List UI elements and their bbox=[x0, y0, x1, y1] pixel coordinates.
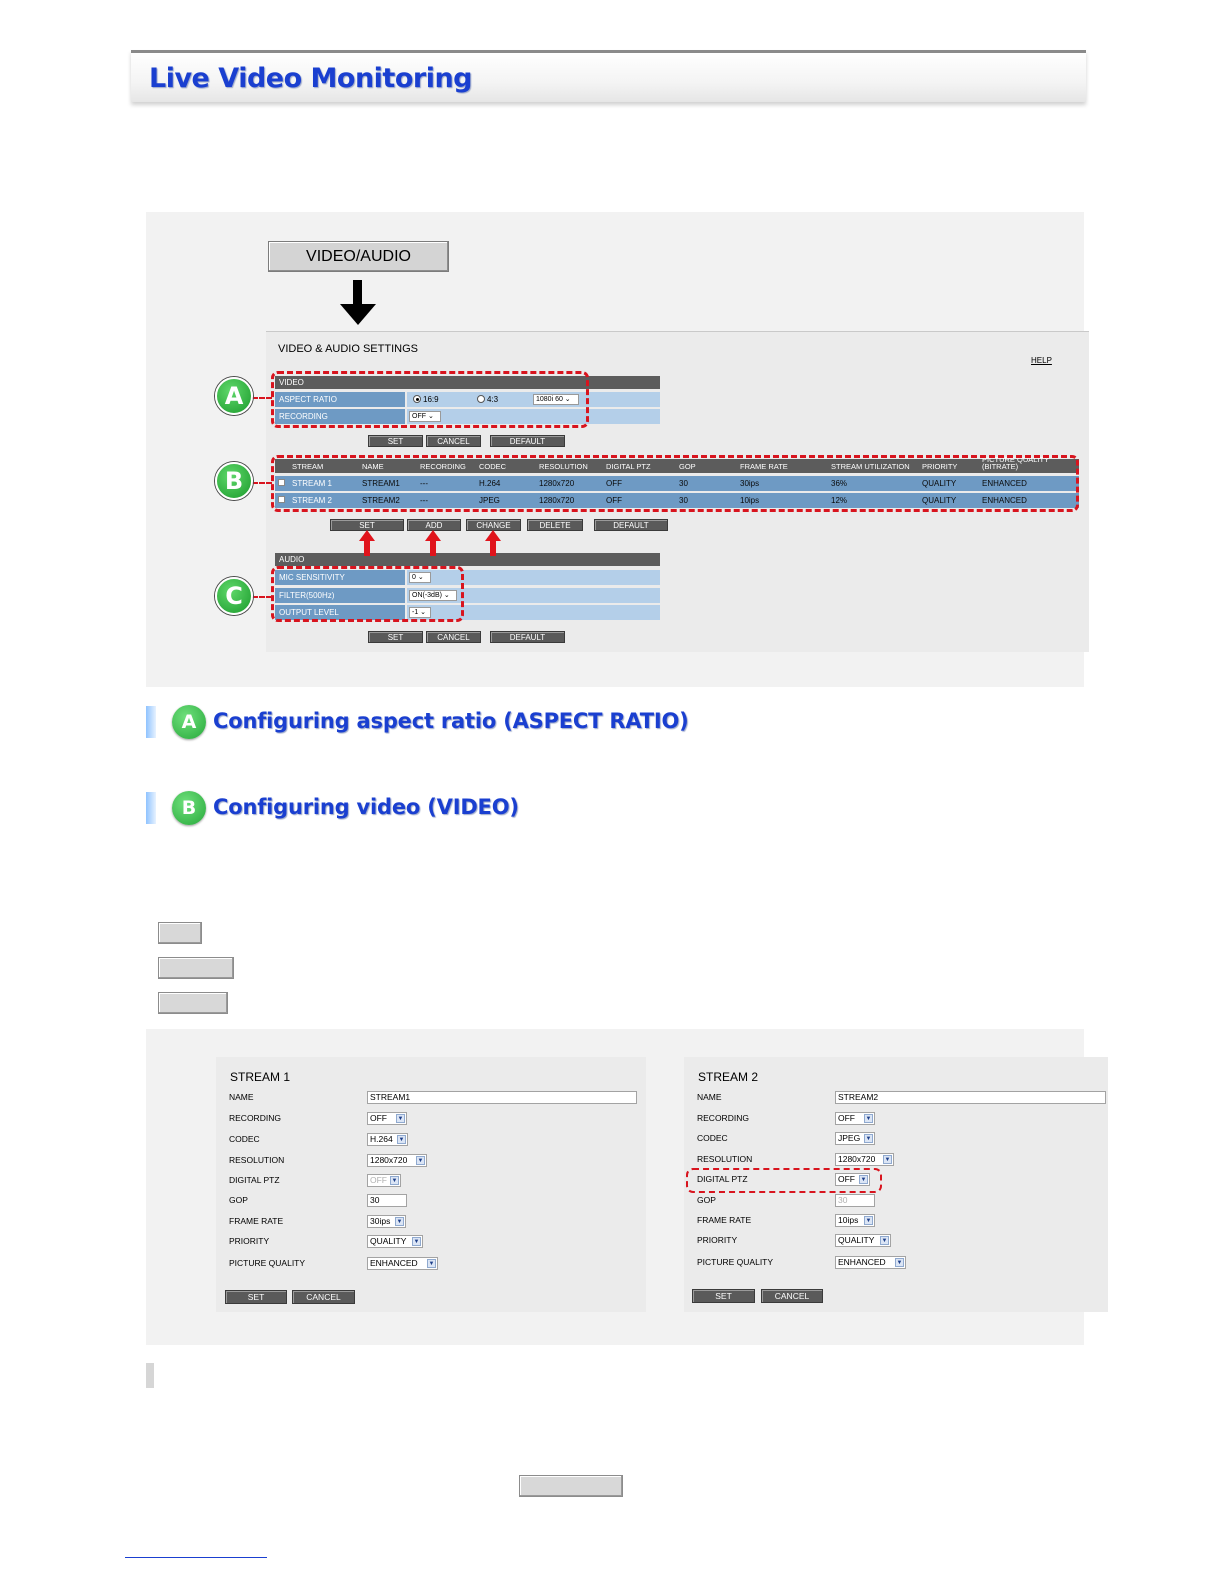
col-codec: CODEC bbox=[479, 462, 507, 471]
cell: STREAM2 bbox=[362, 496, 400, 505]
col-gop: GOP bbox=[679, 462, 696, 471]
section-b-stripe bbox=[146, 792, 156, 824]
video-section-header: VIDEO bbox=[275, 376, 660, 389]
field-label: FRAME RATE bbox=[697, 1215, 752, 1225]
stream-2-form bbox=[684, 1057, 1108, 1312]
chevron-down-icon: ▼ bbox=[397, 1116, 404, 1122]
aspect-ratio-label: ASPECT RATIO bbox=[275, 392, 405, 407]
red-arrow-up-icon bbox=[485, 530, 501, 556]
col-frame-rate: FRAME RATE bbox=[740, 462, 788, 471]
resolution-select[interactable]: 1280x720 ▼ bbox=[367, 1154, 427, 1167]
audio-set-button[interactable]: SET bbox=[368, 631, 423, 643]
col-recording: RECORDING bbox=[420, 462, 466, 471]
video-cancel-button[interactable]: CANCEL bbox=[426, 435, 481, 447]
col-resolution: RESOLUTION bbox=[539, 462, 588, 471]
stream-set-button[interactable]: SET bbox=[330, 519, 404, 531]
gop-input[interactable]: 30 bbox=[835, 1194, 875, 1207]
field-label: NAME bbox=[697, 1092, 722, 1102]
marker-c: C bbox=[215, 577, 253, 615]
red-arrow-up-icon bbox=[359, 530, 375, 556]
frame-rate-select[interactable]: 10ips ▼ bbox=[835, 1214, 875, 1227]
stream-delete-button[interactable]: DELETE bbox=[527, 519, 583, 531]
video-set-button[interactable]: SET bbox=[368, 435, 423, 447]
audio-cancel-button[interactable]: CANCEL bbox=[426, 631, 481, 643]
chevron-down-icon: ▼ bbox=[398, 1137, 405, 1143]
bottom-link-underline[interactable] bbox=[125, 1557, 267, 1558]
cell: JPEG bbox=[479, 496, 500, 505]
title-banner bbox=[131, 50, 1086, 102]
inline-button-ref-3 bbox=[158, 992, 228, 1014]
connector-a bbox=[252, 397, 272, 399]
cell: 1280x720 bbox=[539, 479, 575, 488]
field-label: DIGITAL PTZ bbox=[229, 1175, 280, 1185]
stream-2-title: STREAM 2 bbox=[698, 1070, 759, 1084]
highlight-box-c bbox=[271, 566, 464, 622]
name-input[interactable]: STREAM1 bbox=[367, 1091, 637, 1104]
chevron-down-icon: ▼ bbox=[417, 1158, 424, 1164]
cell: 36% bbox=[831, 479, 848, 488]
inline-button-ref-2 bbox=[158, 957, 234, 979]
chevron-down-icon: ▼ bbox=[865, 1136, 872, 1142]
connector-c bbox=[252, 596, 272, 598]
cell: OFF bbox=[606, 496, 622, 505]
chevron-down-icon: ▼ bbox=[865, 1218, 872, 1224]
resolution-select[interactable]: 1280x720 ▼ bbox=[835, 1153, 894, 1166]
note-stripe bbox=[146, 1363, 154, 1388]
filter-label: FILTER(500Hz) bbox=[275, 588, 405, 603]
field-label: DIGITAL PTZ bbox=[697, 1174, 748, 1184]
output-level-label: OUTPUT LEVEL bbox=[275, 605, 405, 620]
col-picture-quality: PICTURE QUALITY (BITRATE) bbox=[982, 455, 1049, 471]
section-b-heading: Configuring video (VIDEO) bbox=[213, 795, 519, 819]
filter-select[interactable]: ON(-3dB) ⌄ bbox=[409, 590, 457, 601]
red-arrow-up-icon bbox=[425, 530, 441, 556]
cell: STREAM 1 bbox=[292, 479, 333, 488]
stream-default-button[interactable]: DEFAULT bbox=[594, 519, 668, 531]
cell: QUALITY bbox=[922, 496, 957, 505]
section-a-heading: Configuring aspect ratio (ASPECT RATIO) bbox=[213, 709, 689, 733]
chevron-down-icon: ▼ bbox=[881, 1238, 888, 1244]
cell: ENHANCED bbox=[982, 479, 1027, 488]
chevron-down-icon: ▼ bbox=[396, 1219, 403, 1225]
stream-2-cancel-button[interactable]: CANCEL bbox=[761, 1289, 823, 1303]
inline-button-ref-4 bbox=[519, 1475, 623, 1497]
cell: 30 bbox=[679, 496, 688, 505]
digital-ptz-select[interactable]: OFF ▼ bbox=[835, 1173, 870, 1186]
stream-1-form bbox=[216, 1057, 646, 1312]
stream-add-button[interactable]: ADD bbox=[407, 519, 461, 531]
codec-select[interactable]: JPEG ▼ bbox=[835, 1132, 875, 1145]
audio-section-header: AUDIO bbox=[275, 553, 660, 566]
video-audio-button[interactable]: VIDEO/AUDIO bbox=[268, 241, 449, 272]
mic-sensitivity-label: MIC SENSITIVITY bbox=[275, 570, 405, 585]
settings-title: VIDEO & AUDIO SETTINGS bbox=[278, 343, 418, 355]
recording-select[interactable]: OFF ▼ bbox=[835, 1112, 875, 1125]
cell: --- bbox=[420, 479, 428, 488]
help-link[interactable]: HELP bbox=[1031, 356, 1052, 365]
field-label: PRIORITY bbox=[697, 1235, 738, 1245]
chevron-down-icon: ▼ bbox=[391, 1178, 398, 1184]
field-label: CODEC bbox=[697, 1133, 728, 1143]
stream-1-title: STREAM 1 bbox=[230, 1070, 291, 1084]
picture-quality-select[interactable]: ENHANCED ▼ bbox=[835, 1256, 906, 1269]
digital-ptz-highlight bbox=[686, 1168, 882, 1193]
cell: 1280x720 bbox=[539, 496, 575, 505]
stream-change-button[interactable]: CHANGE bbox=[466, 519, 521, 531]
chevron-down-icon: ▼ bbox=[896, 1260, 903, 1266]
mic-sensitivity-select[interactable]: 0 ⌄ bbox=[409, 572, 431, 583]
gop-input[interactable]: 30 bbox=[367, 1194, 407, 1207]
field-label: FRAME RATE bbox=[229, 1216, 284, 1226]
chevron-down-icon: ▼ bbox=[884, 1157, 891, 1163]
aspect-opt-4-3: 4:3 bbox=[487, 395, 499, 404]
field-label: NAME bbox=[229, 1092, 254, 1102]
chevron-down-icon: ▼ bbox=[428, 1261, 435, 1267]
cell: STREAM 2 bbox=[292, 496, 333, 505]
cell: STREAM1 bbox=[362, 479, 400, 488]
chevron-down-icon: ▼ bbox=[865, 1116, 872, 1122]
recording-select[interactable]: OFF ▼ bbox=[367, 1112, 407, 1125]
highlight-box-a bbox=[271, 371, 589, 428]
field-label: PRIORITY bbox=[229, 1236, 270, 1246]
stream-2-set-button[interactable]: SET bbox=[692, 1289, 755, 1303]
col-stream-utilization: STREAM UTILIZATION bbox=[831, 462, 910, 471]
highlight-box-b bbox=[271, 455, 1079, 512]
col-priority: PRIORITY bbox=[922, 462, 958, 471]
chevron-down-icon: ▼ bbox=[413, 1239, 420, 1245]
recording-label: RECORDING bbox=[275, 409, 405, 424]
col-name: NAME bbox=[362, 462, 384, 471]
cell: --- bbox=[420, 496, 428, 505]
field-label: CODEC bbox=[229, 1134, 260, 1144]
cell: ENHANCED bbox=[982, 496, 1027, 505]
recording-select[interactable]: OFF ⌄ bbox=[409, 411, 441, 422]
cell: 10ips bbox=[740, 496, 760, 505]
field-label: PICTURE QUALITY bbox=[229, 1258, 306, 1268]
col-stream: STREAM bbox=[292, 462, 324, 471]
priority-select[interactable]: QUALITY ▼ bbox=[835, 1234, 891, 1247]
connector-b bbox=[252, 482, 272, 484]
field-label: RECORDING bbox=[697, 1113, 749, 1123]
aspect-opt-16-9: 16:9 bbox=[423, 395, 439, 404]
frame-rate-select[interactable]: 30ips ▼ bbox=[367, 1215, 406, 1228]
codec-select[interactable]: H.264 ▼ bbox=[367, 1133, 408, 1146]
field-label: RESOLUTION bbox=[229, 1155, 285, 1165]
field-label: GOP bbox=[697, 1195, 716, 1205]
video-default-button[interactable]: DEFAULT bbox=[490, 435, 565, 447]
name-input[interactable]: STREAM2 bbox=[835, 1091, 1106, 1104]
aspect-mode-select[interactable]: 1080i 60 ⌄ bbox=[533, 394, 579, 405]
stream-1-cancel-button[interactable]: CANCEL bbox=[292, 1290, 355, 1304]
chevron-down-icon: ▼ bbox=[860, 1177, 867, 1183]
cell: 12% bbox=[831, 496, 848, 505]
down-arrow-icon bbox=[338, 280, 378, 326]
priority-select[interactable]: QUALITY ▼ bbox=[367, 1235, 423, 1248]
cell: 30ips bbox=[740, 479, 760, 488]
field-label: GOP bbox=[229, 1195, 248, 1205]
page-title: Live Video Monitoring bbox=[149, 63, 473, 94]
marker-a: A bbox=[215, 377, 253, 415]
col-digital-ptz: DIGITAL PTZ bbox=[606, 462, 651, 471]
cell: 30 bbox=[679, 479, 688, 488]
cell: OFF bbox=[606, 479, 622, 488]
section-b-marker: B bbox=[172, 791, 206, 825]
picture-quality-select[interactable]: ENHANCED ▼ bbox=[367, 1257, 438, 1270]
inline-button-ref-1 bbox=[158, 922, 202, 944]
audio-default-button[interactable]: DEFAULT bbox=[490, 631, 565, 643]
field-label: PICTURE QUALITY bbox=[697, 1257, 774, 1267]
stream-1-set-button[interactable]: SET bbox=[225, 1290, 287, 1304]
marker-b: B bbox=[215, 462, 253, 500]
output-level-select[interactable]: -1 ⌄ bbox=[409, 607, 431, 618]
digital-ptz-select[interactable]: OFF ▼ bbox=[367, 1174, 401, 1187]
section-a-stripe bbox=[146, 706, 156, 738]
cell: QUALITY bbox=[922, 479, 957, 488]
section-a-marker: A bbox=[172, 705, 206, 739]
field-label: RECORDING bbox=[229, 1113, 281, 1123]
field-label: RESOLUTION bbox=[697, 1154, 753, 1164]
cell: H.264 bbox=[479, 479, 501, 488]
